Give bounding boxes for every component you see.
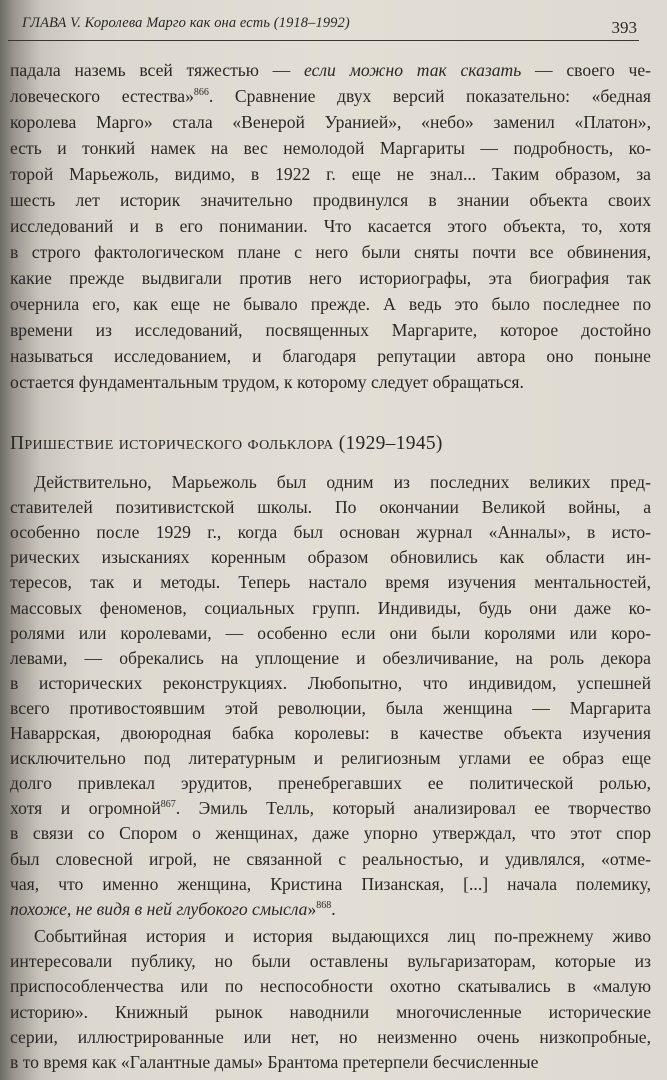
text-run: торой Марьежоль, видимо, в 1922 г. еще не знал... Таким образом, за bbox=[10, 164, 651, 184]
page-number: 393 bbox=[611, 18, 637, 37]
text-line bbox=[10, 771, 651, 795]
text-run: долго привлекал эрудитов, пренебрегавших ее политической ролью, bbox=[10, 773, 651, 794]
text-run: ролями или королевами, — особенно если они были королями или коро- bbox=[10, 622, 651, 643]
text-run: . Сравнение двух версий показательно: «бедная bbox=[208, 86, 651, 106]
text-line bbox=[10, 621, 651, 645]
text-run: — своего че- bbox=[521, 60, 652, 80]
text-line bbox=[10, 344, 651, 368]
text-run: есть и тонкий намек на вес немолодой Маргариты — подробность, ко- bbox=[10, 138, 651, 158]
text-line bbox=[10, 721, 651, 745]
text-line bbox=[10, 1050, 651, 1074]
text-line bbox=[10, 872, 651, 896]
text-run: остается фундаментальным трудом, к которому следует обращаться. bbox=[10, 372, 524, 392]
text-run: в строго фактологическом плане с него были сняты почти все обвинения, bbox=[10, 242, 651, 262]
text-line bbox=[10, 162, 651, 186]
footnote-ref: 868 bbox=[316, 899, 332, 911]
text-run: Действительно, Марьежоль был одним из последних великих пред- bbox=[34, 472, 651, 492]
text-line bbox=[10, 746, 651, 770]
text-run: времени из исследований, посвященных Маргарите, которое достойно bbox=[10, 320, 651, 340]
text-run: падала наземь всей тяжестью — bbox=[10, 60, 304, 80]
text-line bbox=[10, 240, 651, 264]
text-run: ловеческого естества» bbox=[10, 86, 194, 106]
text-run: тересов, так и методы. Теперь настало время изучения ментальностей, bbox=[10, 572, 651, 593]
text-line bbox=[10, 897, 651, 921]
text-run: Наваррская, двоюродная бабка королевы: в качестве объекта изучения bbox=[10, 723, 651, 743]
text-run: » bbox=[307, 898, 317, 919]
text-line bbox=[10, 318, 651, 342]
text-run: королева Марго» стала «Венерой Уранией», «небо» заменил «Платон», bbox=[10, 112, 651, 132]
text-line bbox=[10, 292, 651, 316]
text-line bbox=[10, 214, 651, 238]
text-line bbox=[10, 370, 651, 394]
text-line bbox=[10, 1025, 651, 1049]
text-run: левами, — обрекались на уплощение и обезличивание, на роль декора bbox=[10, 647, 651, 668]
text-run: был словесной игрой, не связанной с реальностью, и удивлялся, «отме- bbox=[10, 848, 651, 869]
text-line bbox=[10, 646, 651, 670]
text-run: ставителей позитивистской школы. По окончании Великой войны, а bbox=[10, 497, 651, 518]
text-line bbox=[34, 924, 651, 948]
text-run: какие прежде выдвигали против него историографы, эта биография так bbox=[10, 268, 651, 288]
text-line bbox=[10, 520, 651, 544]
section-heading-title: Пришествие исторического фольклора bbox=[10, 433, 334, 454]
text-run: всего противостоявшим этой революции, была женщина — Маргарита bbox=[10, 697, 651, 718]
text-run: хотя и огромной bbox=[10, 798, 161, 819]
text-line bbox=[10, 821, 651, 845]
text-line bbox=[34, 470, 651, 494]
text-run: серии, иллюстрированные или нет, но неизменно очень низкопробные, bbox=[10, 1026, 651, 1047]
text-run: . bbox=[331, 898, 336, 919]
text-run: особенно после 1929 г., когда был основан журнал «Анналы», в исто- bbox=[10, 522, 651, 543]
italic-text: если можно так сказать bbox=[304, 60, 522, 80]
text-run: называться исследованием, и благодаря репутации автора оно поныне bbox=[10, 346, 651, 366]
text-line bbox=[10, 596, 651, 620]
text-run: Событийная история и история выдающихся лиц по-прежнему живо bbox=[34, 926, 651, 946]
section-heading-years: (1929–1945) bbox=[338, 433, 443, 454]
text-line bbox=[10, 847, 651, 871]
text-run: чая, что именно женщина, Кристина Пизанская, [...] начала полемику, bbox=[10, 873, 651, 894]
running-title: ГЛАВА V. Королева Марго как она есть (1918–1992) bbox=[22, 15, 350, 31]
text-line bbox=[10, 570, 651, 594]
text-run: исследований и в его понимании. Что касается этого объекта, то, хотя bbox=[10, 216, 651, 236]
italic-text: похоже, не видя в ней глубокого смысла bbox=[10, 898, 308, 919]
footnote-ref: 866 bbox=[193, 87, 209, 99]
text-line bbox=[10, 58, 651, 82]
text-run: в исторических реконструкциях. Любопытно, что индивидом, успешней bbox=[10, 672, 651, 693]
text-run: интересовали публику, но были оставлены вульгаризаторам, которые из bbox=[10, 951, 651, 972]
text-run: массовых феноменов, социальных групп. Индивиды, будь они даже ко- bbox=[10, 597, 651, 618]
text-run: в связи со Спором о женщинах, даже упорно утверждал, что этот спор bbox=[10, 823, 651, 844]
text-line bbox=[10, 188, 651, 212]
text-line bbox=[10, 974, 651, 998]
footnote-ref: 867 bbox=[160, 799, 176, 811]
text-line bbox=[10, 84, 651, 108]
text-line bbox=[10, 266, 651, 290]
text-run: очернила его, как еще не бывало прежде. А ведь это было последнее по bbox=[10, 294, 651, 314]
text-line bbox=[10, 1000, 651, 1024]
text-line bbox=[10, 949, 651, 973]
text-run: приспособленчества или по неспособности охотно скатывались в «малую bbox=[10, 976, 651, 997]
text-line bbox=[10, 136, 651, 160]
text-line bbox=[10, 545, 651, 569]
text-line bbox=[10, 796, 651, 820]
text-run: . Эмиль Телль, который анализировал ее творчество bbox=[175, 798, 651, 819]
text-run: рических изысканиях коренным образом обновились как области ин- bbox=[10, 547, 651, 568]
section-heading bbox=[10, 433, 647, 455]
text-line bbox=[10, 696, 651, 720]
text-line bbox=[10, 671, 651, 695]
text-run: историю». Книжный рынок наводнили многочисленные исторические bbox=[10, 1001, 651, 1022]
text-run: шесть лет историк значительно продвинулся в знании объекта своих bbox=[10, 190, 651, 210]
text-run: исключительно под литературным и религиозным углами ее образ еще bbox=[10, 748, 651, 769]
text-run: в то время как «Галантные дамы» Брантома претерпели бесчисленные bbox=[10, 1052, 539, 1072]
text-line bbox=[10, 110, 651, 134]
running-head bbox=[8, 8, 639, 41]
text-line bbox=[10, 495, 651, 519]
